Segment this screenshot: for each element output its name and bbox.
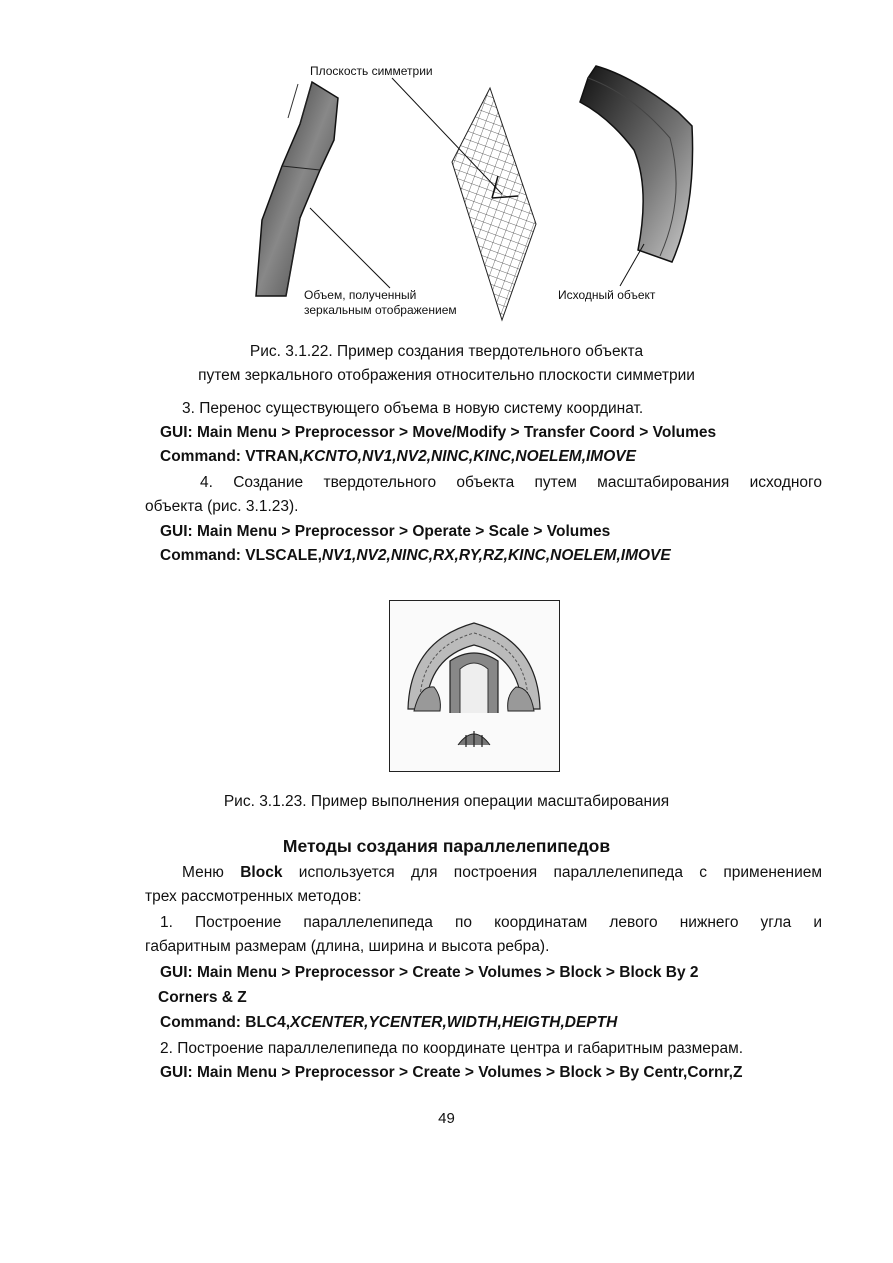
block-menu-name: Block (240, 864, 283, 881)
item1-command-prefix: Command: BLC4, (160, 1014, 291, 1031)
figure-scaling-drawing (390, 601, 559, 771)
item3-command-prefix: Command: VTRAN, (160, 448, 303, 465)
item1-text-line2: габаритным размерам (длина, ширина и высота ребра). (145, 938, 550, 955)
figure2-caption: Рис. 3.1.23. Пример выполнения операции масштабирования (223, 793, 670, 810)
item3-command (160, 446, 636, 468)
block-intro-rest: используется для построения параллелепипеда с применением (282, 864, 823, 881)
block-intro-prefix: Меню (182, 864, 241, 881)
label-source-object: Исходный объект (558, 288, 656, 302)
item3-gui: GUI: Main Menu > Preprocessor > Move/Modify > Transfer Coord > Volumes (160, 424, 717, 441)
page-number: 49 (438, 1110, 455, 1127)
item2-gui: GUI: Main Menu > Preprocessor > Create > Volumes > Block > By Centr,Cornr,Z (160, 1064, 743, 1081)
mirrored-volume-shape (256, 82, 338, 296)
figure1-caption-line1: Рис. 3.1.22. Пример создания твердотельного объекта (249, 343, 644, 360)
item4-text-line2: объекта (рис. 3.1.23). (145, 498, 299, 515)
item1-gui-line2: Corners & Z (158, 989, 247, 1006)
label-mirrored-volume-line2: зеркальным отображением (304, 303, 457, 317)
figure1-caption-line2: путем зеркального отображения относительно плоскости симметрии (198, 367, 695, 384)
label-symmetry-plane: Плоскость симметрии (310, 64, 433, 78)
item3-text: 3. Перенос существующего объема в новую систему координат. (182, 400, 644, 417)
block-intro-line2: трех рассмотренных методов: (145, 888, 362, 905)
source-volume-shape (580, 66, 693, 262)
block-intro-line1 (182, 862, 822, 884)
item1-text-line1: 1. Построение параллелепипеда по координатам левого нижнего угла и (160, 914, 822, 931)
section-heading: Методы создания параллелепипедов (282, 836, 611, 856)
symmetry-plane-shape (452, 88, 536, 320)
item3-command-args: KCNTO,NV1,NV2,NINC,KINC,NOELEM,IMOVE (302, 448, 636, 465)
item4-text-line1: 4. Создание твердотельного объекта путем масштабирования исходного (200, 474, 822, 491)
label-mirrored-volume-line1: Объем, полученный (304, 288, 417, 302)
item1-command-args: XCENTER,YCENTER,WIDTH,HEIGTH,DEPTH (290, 1014, 618, 1031)
item4-gui: GUI: Main Menu > Preprocessor > Operate > Scale > Volumes (160, 523, 611, 540)
item2-text: 2. Построение параллелепипеда по координате центра и габаритным размерам. (160, 1040, 744, 1057)
figure-scaling (389, 600, 560, 772)
item1-command (160, 1012, 617, 1034)
item4-command-prefix: Command: VLSCALE, (160, 547, 322, 564)
item4-command (160, 545, 671, 567)
item4-command-args: NV1,NV2,NINC,RX,RY,RZ,KINC,NOELEM,IMOVE (321, 547, 671, 564)
item1-gui-line1: GUI: Main Menu > Preprocessor > Create > Volumes > Block > Block By 2 (160, 964, 699, 981)
figure-mirror (240, 48, 700, 330)
